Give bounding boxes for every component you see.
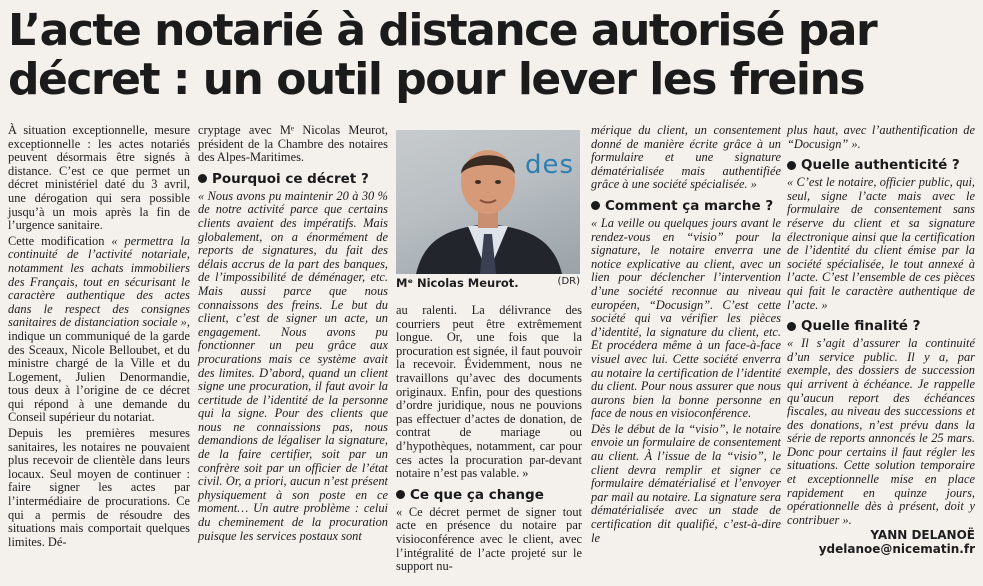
paragraph: Depuis les premières mesures sanitaires, les notaires ne pouvaient plus recevoir de clientèle dans leurs locaux. Seul moyen de continuer : faire signer les actes par l’intermédiaire de procurations. Ce qui a permis de résoudre des situations mais comportait quelques limites. Dé- bbox=[8, 426, 190, 549]
quote: « permettra la continuité de l’activité notariale, notamment les achats immobiliers des Français, tout en sécurisant le caractère authentique des actes dans le respect des consignes sanitaires de distanciation sociale » bbox=[8, 233, 190, 330]
quote-paragraph: « Il s’agit d’assurer la continuité d’un service public. Il y a, par exemple, des dossiers de succession qui arrivent à échéance. Je rappelle qu’aucun report des échéances fiscales, au niveau des successions et des donations, n’est prévu dans la série de reports annoncés le 25 mars. Donc pour certains il faut régler les situations. Cette solution temporaire et exceptionnelle mise en place rapidement en quinze jours, opérationnelle dès à présent, doit y contribuer ». bbox=[787, 336, 975, 527]
column-3 bbox=[396, 304, 582, 576]
subheading: Quelle authenticité ? bbox=[787, 157, 975, 173]
article-headline: L’acte notarié à distance autorisé par décret : un outil pour lever les freins bbox=[8, 5, 877, 105]
quote-paragraph: « Ce décret permet de signer tout acte en présence du notaire par visioconférence avec le client, avec l’intégralité de l’acte projeté sur le support nu- bbox=[396, 504, 582, 574]
subheading: Quelle finalité ? bbox=[787, 318, 975, 334]
quote-paragraph: « C’est le notaire, officier public, qui, seul, signe l’acte mais avec le formulaire de consentement sans réserve du client et sa signature électronique ainsi que la certification de l’identité du client émise par la société spécialisée, le tout annexé à l’acte. C’est l’ensemble de ces pièces qui fait le caractère authentique de l’acte. » bbox=[787, 175, 975, 312]
subheading: Pourquoi ce décret ? bbox=[198, 171, 388, 187]
author-email: ydelanoe@nicematin.fr bbox=[818, 542, 975, 557]
column-5 bbox=[787, 124, 975, 557]
column-2 bbox=[198, 124, 388, 545]
bullet-icon bbox=[787, 322, 796, 331]
bullet-icon bbox=[787, 161, 796, 170]
subheading: Ce que ça change bbox=[396, 487, 582, 503]
photo-background-text: des bbox=[524, 150, 574, 180]
quote-paragraph: plus haut, avec l’authentification de “Docusign” ». bbox=[787, 123, 975, 151]
author-name: YANN DELANOË bbox=[870, 528, 975, 543]
quote-paragraph: Dès le début de la “visio”, le notaire envoie un formulaire de consentement au client. À l’issue de la “visio”, le client devra remplir et signer ce formulaire dématérialisé et l’envoyer par mail au notaire. La signature sera dématérialisée avec un stade de certification dit qualifié, c’est-à-dire le bbox=[591, 421, 781, 545]
quote-paragraph: « La veille ou quelques jours avant le rendez-vous en “visio” pour la signature, le notaire enverra une notice explicative au client, avec un lien pour déclencher l’intervention d’une société reconnue au niveau européen, “Docusign”. C’est cette société qui va vérifier les pièces d’identité, la signature du client, etc. Et procédera même à un face-à-face visuel avec lui. Cette société enverra au notaire la certification de l’identité du client. Pour nous assurer que nous aurons bien la bonne personne en face de nous en visioconférence. bbox=[591, 215, 781, 421]
caption-text: Mᵉ Nicolas Meurot. bbox=[396, 276, 519, 290]
quote-paragraph: au ralenti. La délivrance des courriers peut être extrêmement longue. Or, une fois que la procuration est signée, il faut pouvoir la recevoir. Évidemment, nous ne travaillons qu’avec des documents originaux. Enfin, pour des questions d’ordre juridique, nous ne pouvions pas effectuer d’actes de donation, de contrat de mariage ou d’hypothèques, notamment, car pour ces actes la procuration par-devant notaire n’est pas valable. » bbox=[396, 303, 582, 481]
intro-paragraph: À situation exceptionnelle, mesure exceptionnelle : les actes notariés peuvent désormais être signés à distance. C’est ce que permet un décret ministériel daté du 3 avril, une dérogation qui sera possible jusqu’à un mois après la fin de l’urgence sanitaire. bbox=[8, 123, 190, 233]
paragraph: Cette modification « permettra la continuité de l’activité notariale, notamment les achats immobiliers des Français, tout en sécurisant le caractère authentique des actes dans le respect des consignes sanitaires de distanciation sociale », indique un communiqué de la garde des Sceaux, Nicole Belloubet, et du ministre chargé de la Ville et du Logement, Julien Denormandie, tous deux à l’origine de ce décret qui répond à une demande du Conseil supérieur du notariat. bbox=[8, 233, 190, 425]
bullet-icon bbox=[396, 490, 405, 499]
photo-caption bbox=[396, 276, 580, 290]
photo-credit: (DR) bbox=[557, 276, 580, 287]
column-1 bbox=[8, 124, 190, 551]
quote-paragraph: « Nous avons pu maintenir 20 à 30 % de notre activité parce que certains clients avaient des impératifs. Mais globalement, on a énormément de reports de signatures, du fait des délais accrus de la part des banques, de l’impossibilité de déménager, etc. Mais aussi parce que nous connaissons des freins. Le but du client, c’est de signer un acte, un engagement. Nous avons pu fonctionner un peu grâce aux procurations mais ce système avait des limites. D’abord, quand un client signe une procuration, il faut avoir la certitude de l’identité de la personne qui la signe. Pour des clients que nous ne connaissions pas, nous demandions de légaliser la signature, de la faire certifier, soit par un confrère soit par un officier de l’état civil. Or, a priori, aucun n’est présent physiquement à son poste en ce moment… Un autre problème : celui du cheminement de la procuration puisque les services postaux sont bbox=[198, 188, 388, 543]
quote-paragraph: mérique du client, un consentement donné de manière écrite grâce à un formulaire et une signature dématérialisée mais authentifiée grâce à une société spécialisée. » bbox=[591, 123, 781, 192]
paragraph: cryptage avec Mᵉ Nicolas Meurot, président de la Chambre des notaires des Alpes-Maritimes. bbox=[198, 123, 388, 165]
column-4 bbox=[591, 124, 781, 547]
portrait-figure bbox=[396, 130, 580, 274]
portrait-photo bbox=[396, 130, 580, 274]
subheading: Comment ça marche ? bbox=[591, 198, 781, 214]
bullet-icon bbox=[198, 174, 207, 183]
bullet-icon bbox=[591, 201, 600, 210]
